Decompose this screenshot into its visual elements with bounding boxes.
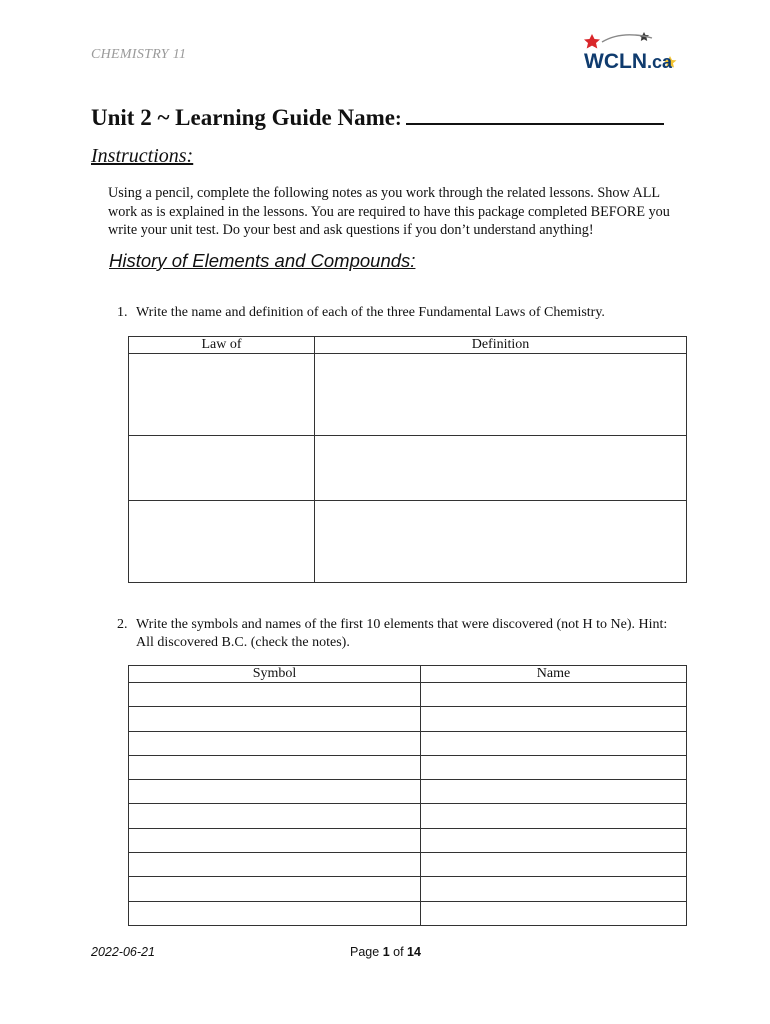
table-row (129, 354, 687, 436)
red-star-icon (584, 34, 600, 49)
symbol-cell[interactable] (129, 877, 421, 901)
symbol-cell[interactable] (129, 707, 421, 731)
table-row (129, 828, 687, 852)
name-blank-line[interactable] (406, 101, 664, 125)
table-row (129, 804, 687, 828)
table-row (129, 683, 687, 707)
name-cell[interactable] (421, 707, 687, 731)
instructions-heading: Instructions: (91, 145, 194, 167)
table-row (129, 853, 687, 877)
law-cell[interactable] (129, 501, 315, 583)
symbol-cell[interactable] (129, 780, 421, 804)
law-cell[interactable] (129, 354, 315, 436)
definition-cell[interactable] (315, 436, 687, 501)
symbol-cell[interactable] (129, 804, 421, 828)
question-2-line2: All discovered B.C. (check the notes). (136, 635, 350, 650)
footer-page-number (350, 945, 421, 959)
name-cell[interactable] (421, 780, 687, 804)
question-2-number: 2. (117, 617, 128, 632)
section-heading: History of Elements and Compounds: (109, 250, 416, 271)
question-2-line1: Write the symbols and names of the first 10 elements that were discovered (not H to Ne). Hint: (136, 617, 668, 632)
name-cell[interactable] (421, 901, 687, 925)
table-row (129, 436, 687, 501)
symbol-cell[interactable] (129, 755, 421, 779)
question-2 (117, 616, 677, 652)
elements-table (128, 665, 687, 926)
table-row (129, 780, 687, 804)
page-title (91, 101, 664, 131)
question-1 (117, 304, 605, 322)
symbol-cell[interactable] (129, 828, 421, 852)
table-row (129, 731, 687, 755)
question-1-number: 1. (117, 305, 128, 320)
law-cell[interactable] (129, 436, 315, 501)
course-header: CHEMISTRY 11 (91, 47, 187, 62)
name-cell[interactable] (421, 853, 687, 877)
name-cell[interactable] (421, 828, 687, 852)
definition-cell[interactable] (315, 501, 687, 583)
table-row (129, 707, 687, 731)
table-row (129, 501, 687, 583)
symbol-cell[interactable] (129, 853, 421, 877)
symbol-cell[interactable] (129, 683, 421, 707)
symbol-cell[interactable] (129, 731, 421, 755)
laws-table (128, 336, 687, 583)
symbol-cell[interactable] (129, 901, 421, 925)
elements-col-name: Name (421, 666, 687, 683)
definition-cell[interactable] (315, 354, 687, 436)
instructions-text: Using a pencil, complete the following notes as you work through the related lessons. Show ALL work as is explained in the lessons. You are required to have this package completed BEFORE you write your unit test. Do your best and ask questions if you don’t understand anything! (108, 185, 670, 238)
name-cell[interactable] (421, 731, 687, 755)
table-row (129, 901, 687, 925)
laws-col-law: Law of (129, 337, 315, 354)
question-1-text: Write the name and definition of each of the three Fundamental Laws of Chemistry. (136, 305, 605, 320)
title-text: Unit 2 ~ Learning Guide Name (91, 105, 395, 130)
page-current: 1 (382, 945, 390, 959)
laws-col-definition: Definition (315, 337, 687, 354)
page-total: 14 (407, 945, 421, 959)
name-cell[interactable] (421, 755, 687, 779)
name-cell[interactable] (421, 877, 687, 901)
elements-col-symbol: Symbol (129, 666, 421, 683)
footer-date: 2022-06-21 (91, 945, 155, 959)
name-cell[interactable] (421, 804, 687, 828)
page-word: Page (350, 945, 380, 959)
title-colon: : (394, 108, 402, 130)
svg-text:WCLN.ca: WCLN.ca (584, 50, 673, 73)
table-row (129, 755, 687, 779)
table-row (129, 877, 687, 901)
wcln-logo (582, 28, 682, 74)
page-of: of (393, 945, 404, 959)
name-cell[interactable] (421, 683, 687, 707)
